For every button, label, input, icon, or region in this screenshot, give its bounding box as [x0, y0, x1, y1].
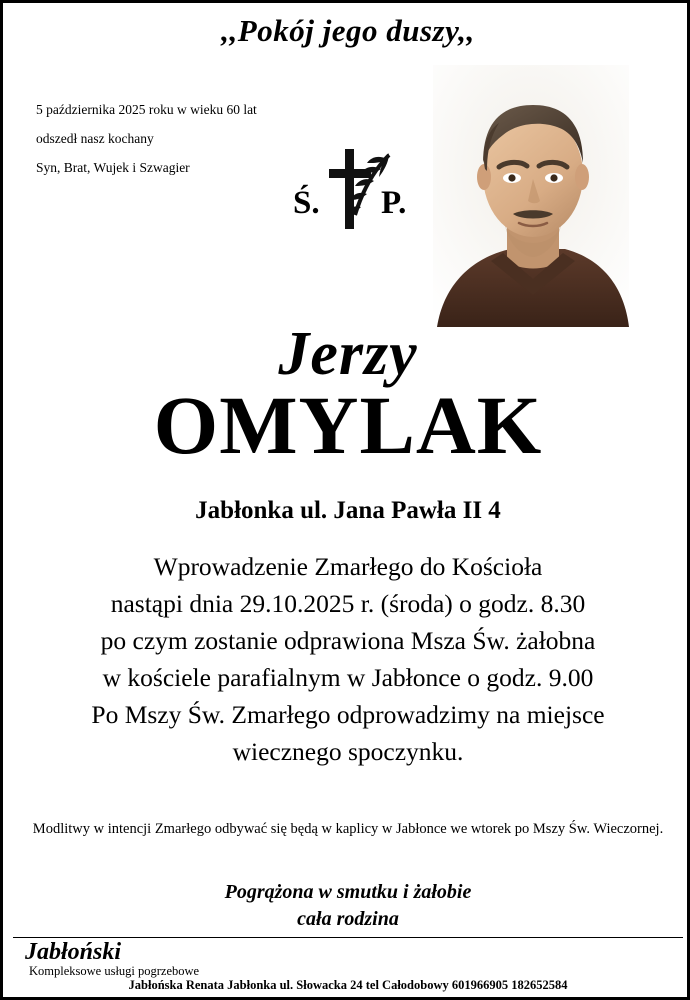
- company-tagline: Kompleksowe usługi pogrzebowe: [29, 964, 200, 978]
- intro-line-2: odszedł nasz kochany: [36, 131, 154, 146]
- deceased-last-name: OMYLAK: [153, 379, 543, 471]
- deceased-first-name: Jerzy: [278, 320, 418, 388]
- ceremony-details: [3, 548, 690, 770]
- page-title: ,,Pokój jego duszy,,: [221, 13, 475, 48]
- intro-block: [36, 95, 336, 182]
- ceremony-line-1: Wprowadzenie Zmarłego do Kościoła: [153, 552, 543, 581]
- portrait-photo: [433, 65, 629, 327]
- ceremony-line-5: Po Mszy Św. Zmarłego odprowadzimy na miejsce: [91, 700, 605, 729]
- ceremony-line-3: po czym zostanie odprawiona Msza Św. żałobna: [100, 626, 596, 655]
- footer: [3, 937, 690, 993]
- footer-divider: [13, 937, 683, 938]
- family-signature: [3, 879, 690, 933]
- intro-line-3: Syn, Brat, Wujek i Szwagier: [36, 160, 190, 175]
- sp-emblem: [293, 143, 423, 238]
- family-line-2: cała rodzina: [297, 908, 399, 930]
- ceremony-line-6: wiecznego spoczynku.: [232, 737, 464, 766]
- ceremony-line-4: w kościele parafialnym w Jabłonce o godz. 9.00: [102, 663, 594, 692]
- emblem-s-letter: Ś.: [293, 185, 320, 221]
- emblem-p-letter: P.: [381, 185, 407, 221]
- prayer-note: Modlitwy w intencji Zmarłego odbywać się będą w kaplicy w Jabłonce we wtorek po Mszy Św. Wieczornej.: [32, 821, 664, 837]
- company-logo: Jabłoński: [25, 939, 122, 965]
- deceased-address: Jabłonka ul. Jana Pawła II 4: [195, 497, 501, 524]
- family-line-1: Pogrążona w smutku i żałobie: [224, 881, 472, 903]
- ceremony-line-2: nastąpi dnia 29.10.2025 r. (środa) o godz. 8.30: [110, 589, 586, 618]
- company-contact: Jabłońska Renata Jabłonka ul. Słowacka 24 tel Całodobowy 601966905 182652584: [128, 978, 568, 992]
- intro-line-1: 5 października 2025 roku w wieku 60 lat: [36, 102, 257, 117]
